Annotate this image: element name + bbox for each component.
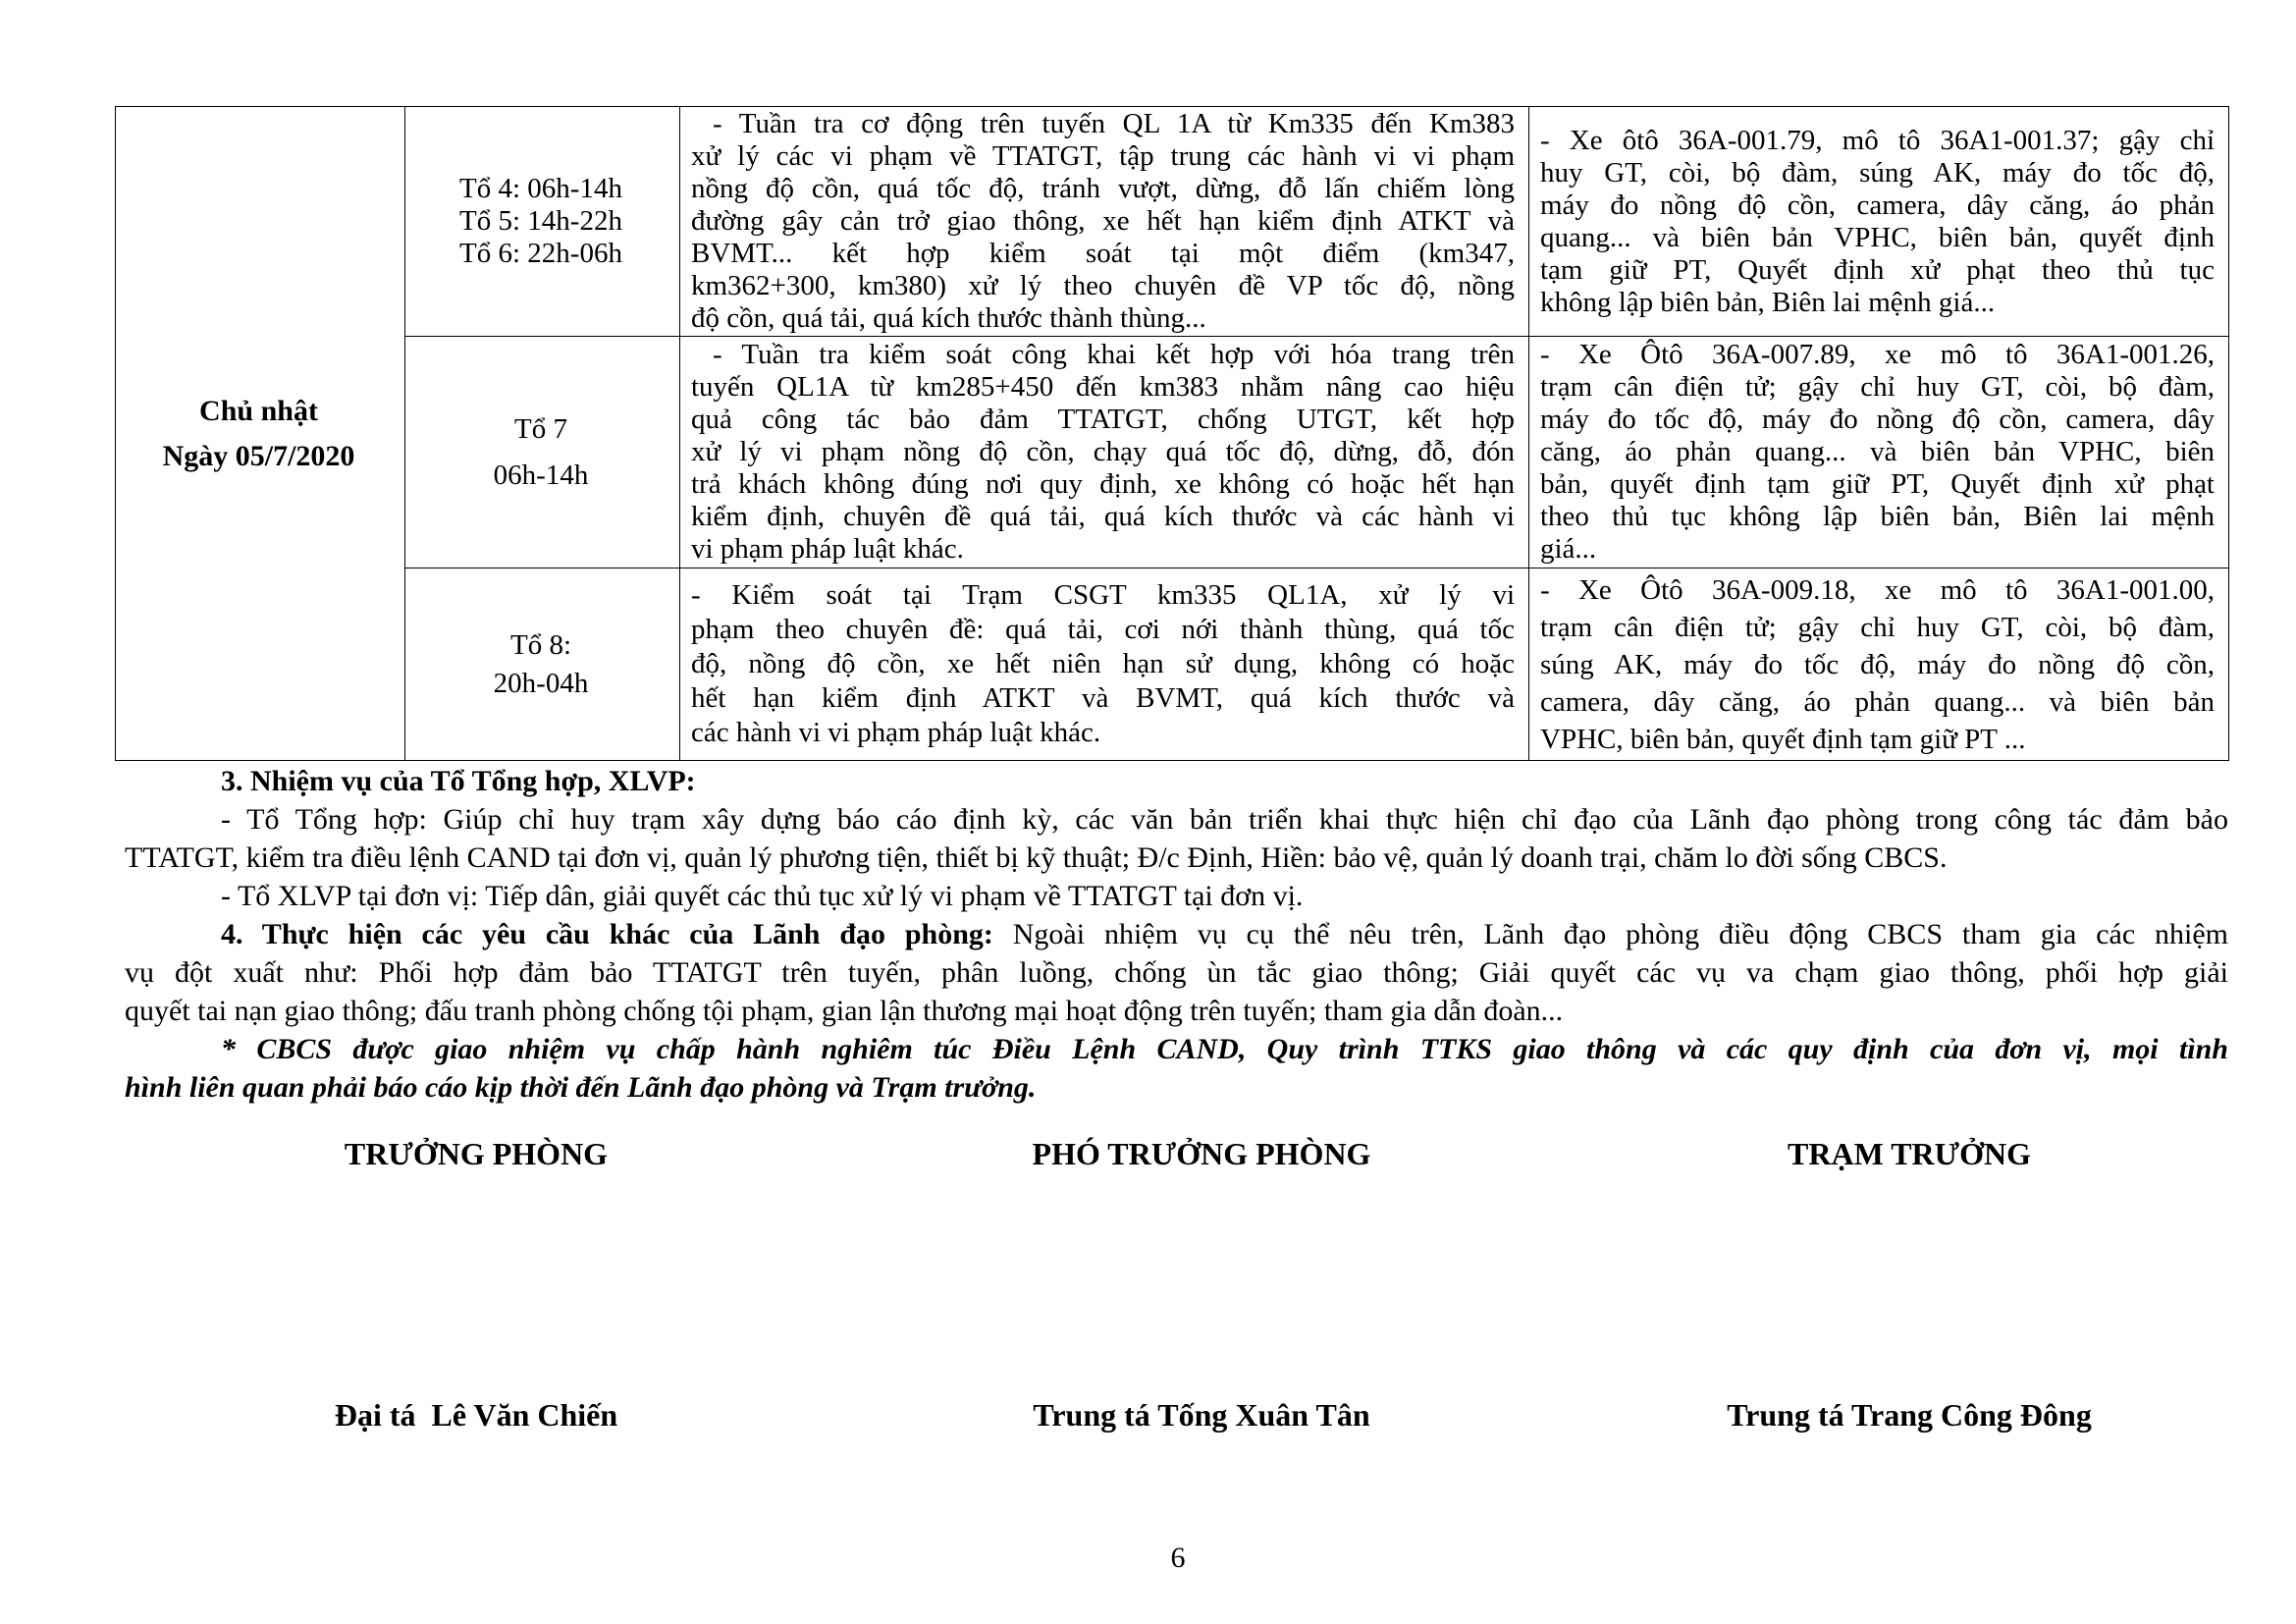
task-line: hết hạn kiểm định ATKT và BVMT, quá kích thước và: [691, 682, 1515, 714]
equipment-line: - Xe ôtô 36A-001.79, mô tô 36A1-001.37; gậy chỉ: [1540, 124, 2215, 156]
equipment-line: trạm cân điện tử; gậy chỉ huy GT, còi, bộ đàm,: [1540, 371, 2215, 403]
equipment-line: camera, dây căng, áo phản quang... và biên bản: [1540, 685, 2215, 718]
reminder-line: * CBCS được giao nhiệm vụ chấp hành nghiêm túc Điều Lệnh CAND, Quy trình TTKS giao thông và các quy định của đơn vị, mọi tình: [221, 1033, 2228, 1065]
equipment-line: bản, quyết định tạm giữ PT, Quyết định xử phạt: [1540, 468, 2215, 500]
equipment-line: tạm giữ PT, Quyết định xử phạt theo thủ tục: [1540, 253, 2215, 286]
task-cell: [680, 107, 1529, 337]
weekday: Chủ nhật: [199, 394, 318, 427]
section-3-item-1-line: - Tổ Tổng hợp: Giúp chỉ huy trạm xây dựng báo cáo định kỳ, các văn bản triển khai thực hiện chỉ đạo của Lãnh đạo phòng trong công tác đảm bảo: [221, 803, 2228, 836]
section-4-first-line: [125, 915, 2228, 953]
table-row: [116, 107, 2229, 337]
task-line: quả công tác bảo đảm TTATGT, chống UTGT, kết hợp: [691, 404, 1515, 435]
task-line: - Tuần tra kiểm soát công khai kết hợp với hóa trang trên: [713, 339, 1515, 370]
equipment-cell: [1529, 568, 2229, 761]
day-cell: [116, 107, 405, 761]
team-cell: [405, 107, 680, 337]
task-line: BVMT... kết hợp kiểm soát tại một điểm (km347,: [691, 238, 1515, 269]
signature-title: TRẠM TRƯỞNG: [1788, 1136, 2031, 1171]
section-3-item-2: - Tổ XLVP tại đơn vị: Tiếp dân, giải quyết các thủ tục xử lý vi phạm về TTATGT tại đơn vị.: [221, 880, 1304, 912]
equipment-line: súng AK, máy đo tốc độ, máy đo nồng độ cồn,: [1540, 648, 2215, 680]
signature-title: TRƯỞNG PHÒNG: [344, 1136, 609, 1171]
team-line: Tổ 7: [514, 412, 567, 445]
task-line: trả khách không đúng nơi quy định, xe không có hoặc hết hạn: [691, 468, 1515, 500]
equipment-line: trạm cân điện tử; gậy chỉ huy GT, còi, bộ đàm,: [1540, 611, 2215, 643]
task-line: các hành vi vi phạm pháp luật khác.: [691, 717, 1101, 748]
task-line: đường gây cản trở giao thông, xe hết hạn kiểm định ATKT và: [691, 205, 1515, 237]
date: Ngày 05/7/2020: [162, 439, 355, 472]
task-line: độ, nồng độ cồn, xe hết niên hạn sử dụng, không có hoặc: [691, 648, 1515, 679]
reminder-line: hình liên quan phải báo cáo kịp thời đến Lãnh đạo phòng và Trạm trưởng.: [125, 1071, 1037, 1104]
task-line: độ cồn, quá tải, quá kích thước thành thùng...: [691, 302, 1206, 334]
equipment-line: máy đo tốc độ, máy đo nồng độ cồn, camera, dây: [1540, 404, 2215, 435]
team-cell: [405, 568, 680, 761]
section-4-heading: 4. Thực hiện các yêu cầu khác của Lãnh đạo phòng:: [221, 918, 993, 950]
task-line: xử lý vi phạm nồng độ cồn, chạy quá tốc độ, dừng, đỗ, đón: [691, 436, 1515, 467]
task-line: nồng độ cồn, quá tốc độ, tránh vượt, dừng, đỗ lấn chiếm lòng: [691, 173, 1515, 204]
section-4-line: quyết tai nạn giao thông; đấu tranh phòng chống tội phạm, gian lận thương mại hoạt động trên tuyến; tham gia dẫn đoàn...: [125, 995, 1564, 1027]
equipment-line: máy đo nồng độ cồn, camera, dây căng, áo phản: [1540, 189, 2215, 221]
equipment-cell: [1529, 107, 2229, 337]
signer-name: Trung tá Tống Xuân Tân: [1033, 1397, 1370, 1433]
equipment-line: không lập biên bản, Biên lai mệnh giá...: [1540, 286, 1996, 318]
team-line: Tổ 8:: [509, 628, 572, 661]
section-4-line: vụ đột xuất như: Phối hợp đảm bảo TTATGT trên tuyến, phân luồng, chống ùn tắc giao thông; Giải quyết các vụ va chạm giao thông, phối hợp giải: [125, 956, 2228, 989]
table-row: [116, 337, 2229, 568]
equipment-line: quang... và biên bản VPHC, biên bản, quyết định: [1540, 221, 2215, 253]
equipment-line: giá...: [1540, 533, 1597, 565]
task-line: km362+300, km380) xử lý theo chuyên đề VP tốc độ, nồng: [691, 270, 1515, 301]
task-line: vi phạm pháp luật khác.: [691, 533, 964, 565]
task-line: - Tuần tra cơ động trên tuyến QL 1A từ Km335 đến Km383: [713, 108, 1515, 139]
task-line: tuyến QL1A từ km285+450 đến km383 nhằm nâng cao hiệu: [691, 371, 1515, 403]
signer-name: Đại tá Lê Văn Chiến: [334, 1397, 618, 1433]
equipment-line: VPHC, biên bản, quyết định tạm giữ PT ...: [1540, 723, 2026, 755]
task-line: phạm theo chuyên đề: quá tải, cơi nới thành thùng, quá tốc: [691, 614, 1515, 645]
task-line: kiểm định, chuyên đề quá tải, quá kích thước và các hành vi: [691, 501, 1515, 532]
section-4-text: Ngoài nhiệm vụ cụ thể nêu trên, Lãnh đạo phòng điều động CBCS tham gia các nhiệm: [992, 918, 2228, 950]
duty-schedule-table: [115, 106, 2229, 761]
notes-section: [125, 762, 2228, 1107]
team-line: Tổ 4: 06h-14h: [459, 173, 622, 204]
team-line: 20h-04h: [493, 667, 589, 699]
signature-title: PHÓ TRƯỞNG PHÒNG: [1032, 1136, 1371, 1171]
signer-name: Trung tá Trang Công Đông: [1727, 1397, 2092, 1433]
team-cell: [405, 337, 680, 568]
table-row: [116, 568, 2229, 761]
task-cell: [680, 337, 1529, 568]
equipment-line: căng, áo phản quang... và biên bản VPHC, biên: [1540, 436, 2215, 467]
team-line: 06h-14h: [493, 459, 589, 491]
section-3-heading: 3. Nhiệm vụ của Tổ Tổng hợp, XLVP:: [221, 765, 696, 797]
team-line: Tổ 6: 22h-06h: [459, 238, 622, 269]
team-line: Tổ 5: 14h-22h: [459, 205, 622, 237]
task-line: - Kiểm soát tại Trạm CSGT km335 QL1A, xử lý vi: [691, 579, 1515, 611]
page-number: 6: [1170, 1542, 1186, 1574]
section-3-item-1-line: TTATGT, kiểm tra điều lệnh CAND tại đơn vị, quản lý phương tiện, thiết bị kỹ thuật; Đ/c Định, Hiền: bảo vệ, quản lý doanh trại, chăm lo đời sống CBCS.: [125, 841, 1948, 874]
equipment-cell: [1529, 337, 2229, 568]
equipment-line: - Xe Ôtô 36A-009.18, xe mô tô 36A1-001.00,: [1540, 573, 2215, 606]
task-line: xử lý các vi phạm về TTATGT, tập trung các hành vi vi phạm: [691, 140, 1515, 172]
equipment-line: theo thủ tục không lập biên bản, Biên lai mệnh: [1540, 501, 2215, 532]
equipment-line: huy GT, còi, bộ đàm, súng AK, máy đo tốc độ,: [1540, 156, 2215, 189]
equipment-line: - Xe Ôtô 36A-007.89, xe mô tô 36A1-001.26,: [1540, 339, 2215, 370]
task-cell: [680, 568, 1529, 761]
